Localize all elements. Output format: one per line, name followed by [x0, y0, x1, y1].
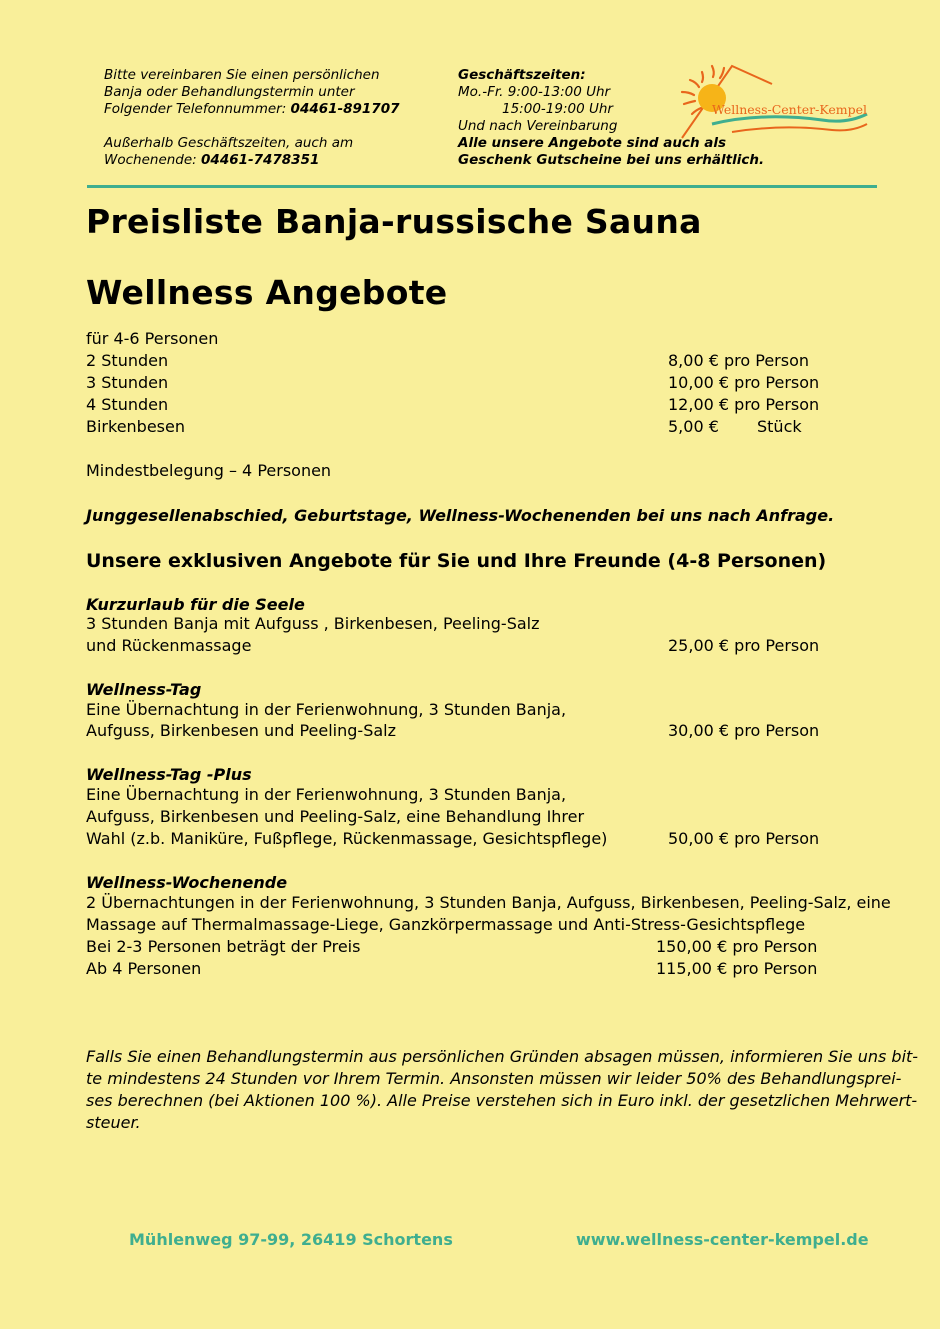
logo-sun-icon — [672, 58, 877, 142]
offer-desc: Aufguss, Birkenbesen und Peeling-Salz, eine Behandlung Ihrer — [86, 807, 585, 826]
offer-desc: Eine Übernachtung in der Ferienwohnung, 3 Stunden Banja, — [86, 700, 567, 719]
offer-name: Kurzurlaub für die Seele — [86, 595, 305, 614]
price-row — [86, 372, 866, 394]
offer-name: Wellness-Wochenende — [86, 873, 288, 892]
group-label: für 4-6 Personen — [86, 329, 219, 348]
tier-price: 150,00 € pro Person — [656, 937, 818, 956]
offer-name: Wellness-Tag — [86, 680, 202, 699]
price-value: 5,00 € — [668, 417, 719, 436]
offer-price-row — [86, 828, 866, 850]
offer-price: 50,00 € pro Person — [668, 829, 820, 848]
contact-block — [104, 67, 399, 118]
tier-price: 115,00 € pro Person — [656, 959, 818, 978]
price-label: 4 Stunden — [86, 395, 169, 414]
offer-desc: Massage auf Thermalmassage-Liege, Ganzkörpermassage und Anti-Stress-Gesichtspflege — [86, 915, 806, 934]
footer-address: Mühlenweg 97-99, 26419 Schortens — [129, 1230, 453, 1249]
offer-tier-row — [86, 958, 866, 980]
price-value: 8,00 € pro Person — [668, 351, 809, 370]
price-unit: Stück — [757, 417, 802, 436]
gift-line: Geschenk Gutscheine bei uns erhältlich. — [458, 152, 765, 168]
after-hours-line: Wochenende: 04461-7478351 — [104, 152, 320, 168]
min-booking: Mindestbelegung – 4 Personen — [86, 461, 332, 480]
offer-price: 25,00 € pro Person — [668, 636, 820, 655]
page-subtitle: Wellness Angebote — [86, 273, 448, 312]
offer-desc: 2 Übernachtungen in der Ferienwohnung, 3 Stunden Banja, Aufguss, Birkenbesen, Peeling-Salz, eine — [86, 893, 891, 912]
offer-desc: 3 Stunden Banja mit Aufguss , Birkenbesen, Peeling-Salz — [86, 614, 540, 633]
phone-main[interactable]: 04461-891707 — [290, 101, 400, 117]
hours-line: Und nach Vereinbarung — [458, 118, 618, 134]
price-label: 2 Stunden — [86, 351, 169, 370]
price-label: Birkenbesen — [86, 417, 185, 436]
gift-line: Alle unsere Angebote sind auch als — [458, 135, 727, 151]
price-row — [86, 350, 866, 372]
offer-name: Wellness-Tag -Plus — [86, 765, 252, 784]
contact-line: Banja oder Behandlungstermin unter — [104, 84, 355, 100]
header-divider — [87, 185, 877, 188]
offer-desc: und Rückenmassage — [86, 636, 252, 655]
price-value: 12,00 € pro Person — [668, 395, 820, 414]
note-line: te mindestens 24 Stunden vor Ihrem Termin. Ansonsten müssen wir leider 50% des Behandlungsprei- — [86, 1069, 902, 1088]
offer-price-row — [86, 720, 866, 742]
price-row — [86, 394, 866, 416]
exclusive-title: Unsere exklusiven Angebote für Sie und Ihre Freunde (4-8 Personen) — [86, 550, 827, 572]
offer-tier-row — [86, 936, 866, 958]
page-title: Preisliste Banja-russische Sauna — [86, 202, 702, 241]
cancellation-note — [86, 1046, 919, 1134]
hours-line: Mo.-Fr. 9:00-13:00 Uhr — [458, 84, 611, 100]
hours-line: 15:00-19:00 Uhr — [502, 101, 613, 117]
offer-desc: Wahl (z.b. Maniküre, Fußpflege, Rückenmassage, Gesichtspflege) — [86, 829, 608, 848]
events-note: Junggesellenabschied, Geburtstage, Wellness-Wochenenden bei uns nach Anfrage. — [86, 506, 835, 525]
price-value: 10,00 € pro Person — [668, 373, 820, 392]
note-line: steuer. — [86, 1113, 141, 1132]
after-hours-line: Außerhalb Geschäftszeiten, auch am — [104, 135, 354, 151]
phone-weekend[interactable]: 04461-7478351 — [201, 152, 320, 168]
logo[interactable] — [672, 58, 877, 142]
offer-price-row — [86, 635, 866, 657]
offer-price: 30,00 € pro Person — [668, 721, 820, 740]
tier-label: Ab 4 Personen — [86, 959, 202, 978]
logo-text: Wellness-Center-Kempel — [712, 102, 868, 117]
offer-desc: Eine Übernachtung in der Ferienwohnung, 3 Stunden Banja, — [86, 785, 567, 804]
hours-title: Geschäftszeiten: — [458, 67, 586, 83]
footer-website-link[interactable]: www.wellness-center-kempel.de — [576, 1230, 869, 1249]
tier-label: Bei 2-3 Personen beträgt der Preis — [86, 937, 361, 956]
contact-line: Folgender Telefonnummer: 04461-891707 — [104, 101, 400, 117]
after-hours-block — [104, 135, 353, 169]
contact-line: Bitte vereinbaren Sie einen persönlichen — [104, 67, 380, 83]
note-line: ses berechnen (bei Aktionen 100 %). Alle Preise verstehen sich in Euro inkl. der gesetzlichen Mehrwert- — [86, 1091, 918, 1110]
offer-desc: Aufguss, Birkenbesen und Peeling-Salz — [86, 721, 396, 740]
price-label: 3 Stunden — [86, 373, 169, 392]
note-line: Falls Sie einen Behandlungstermin aus persönlichen Gründen absagen müssen, informieren Sie uns bit- — [86, 1047, 919, 1066]
price-row — [86, 416, 866, 438]
